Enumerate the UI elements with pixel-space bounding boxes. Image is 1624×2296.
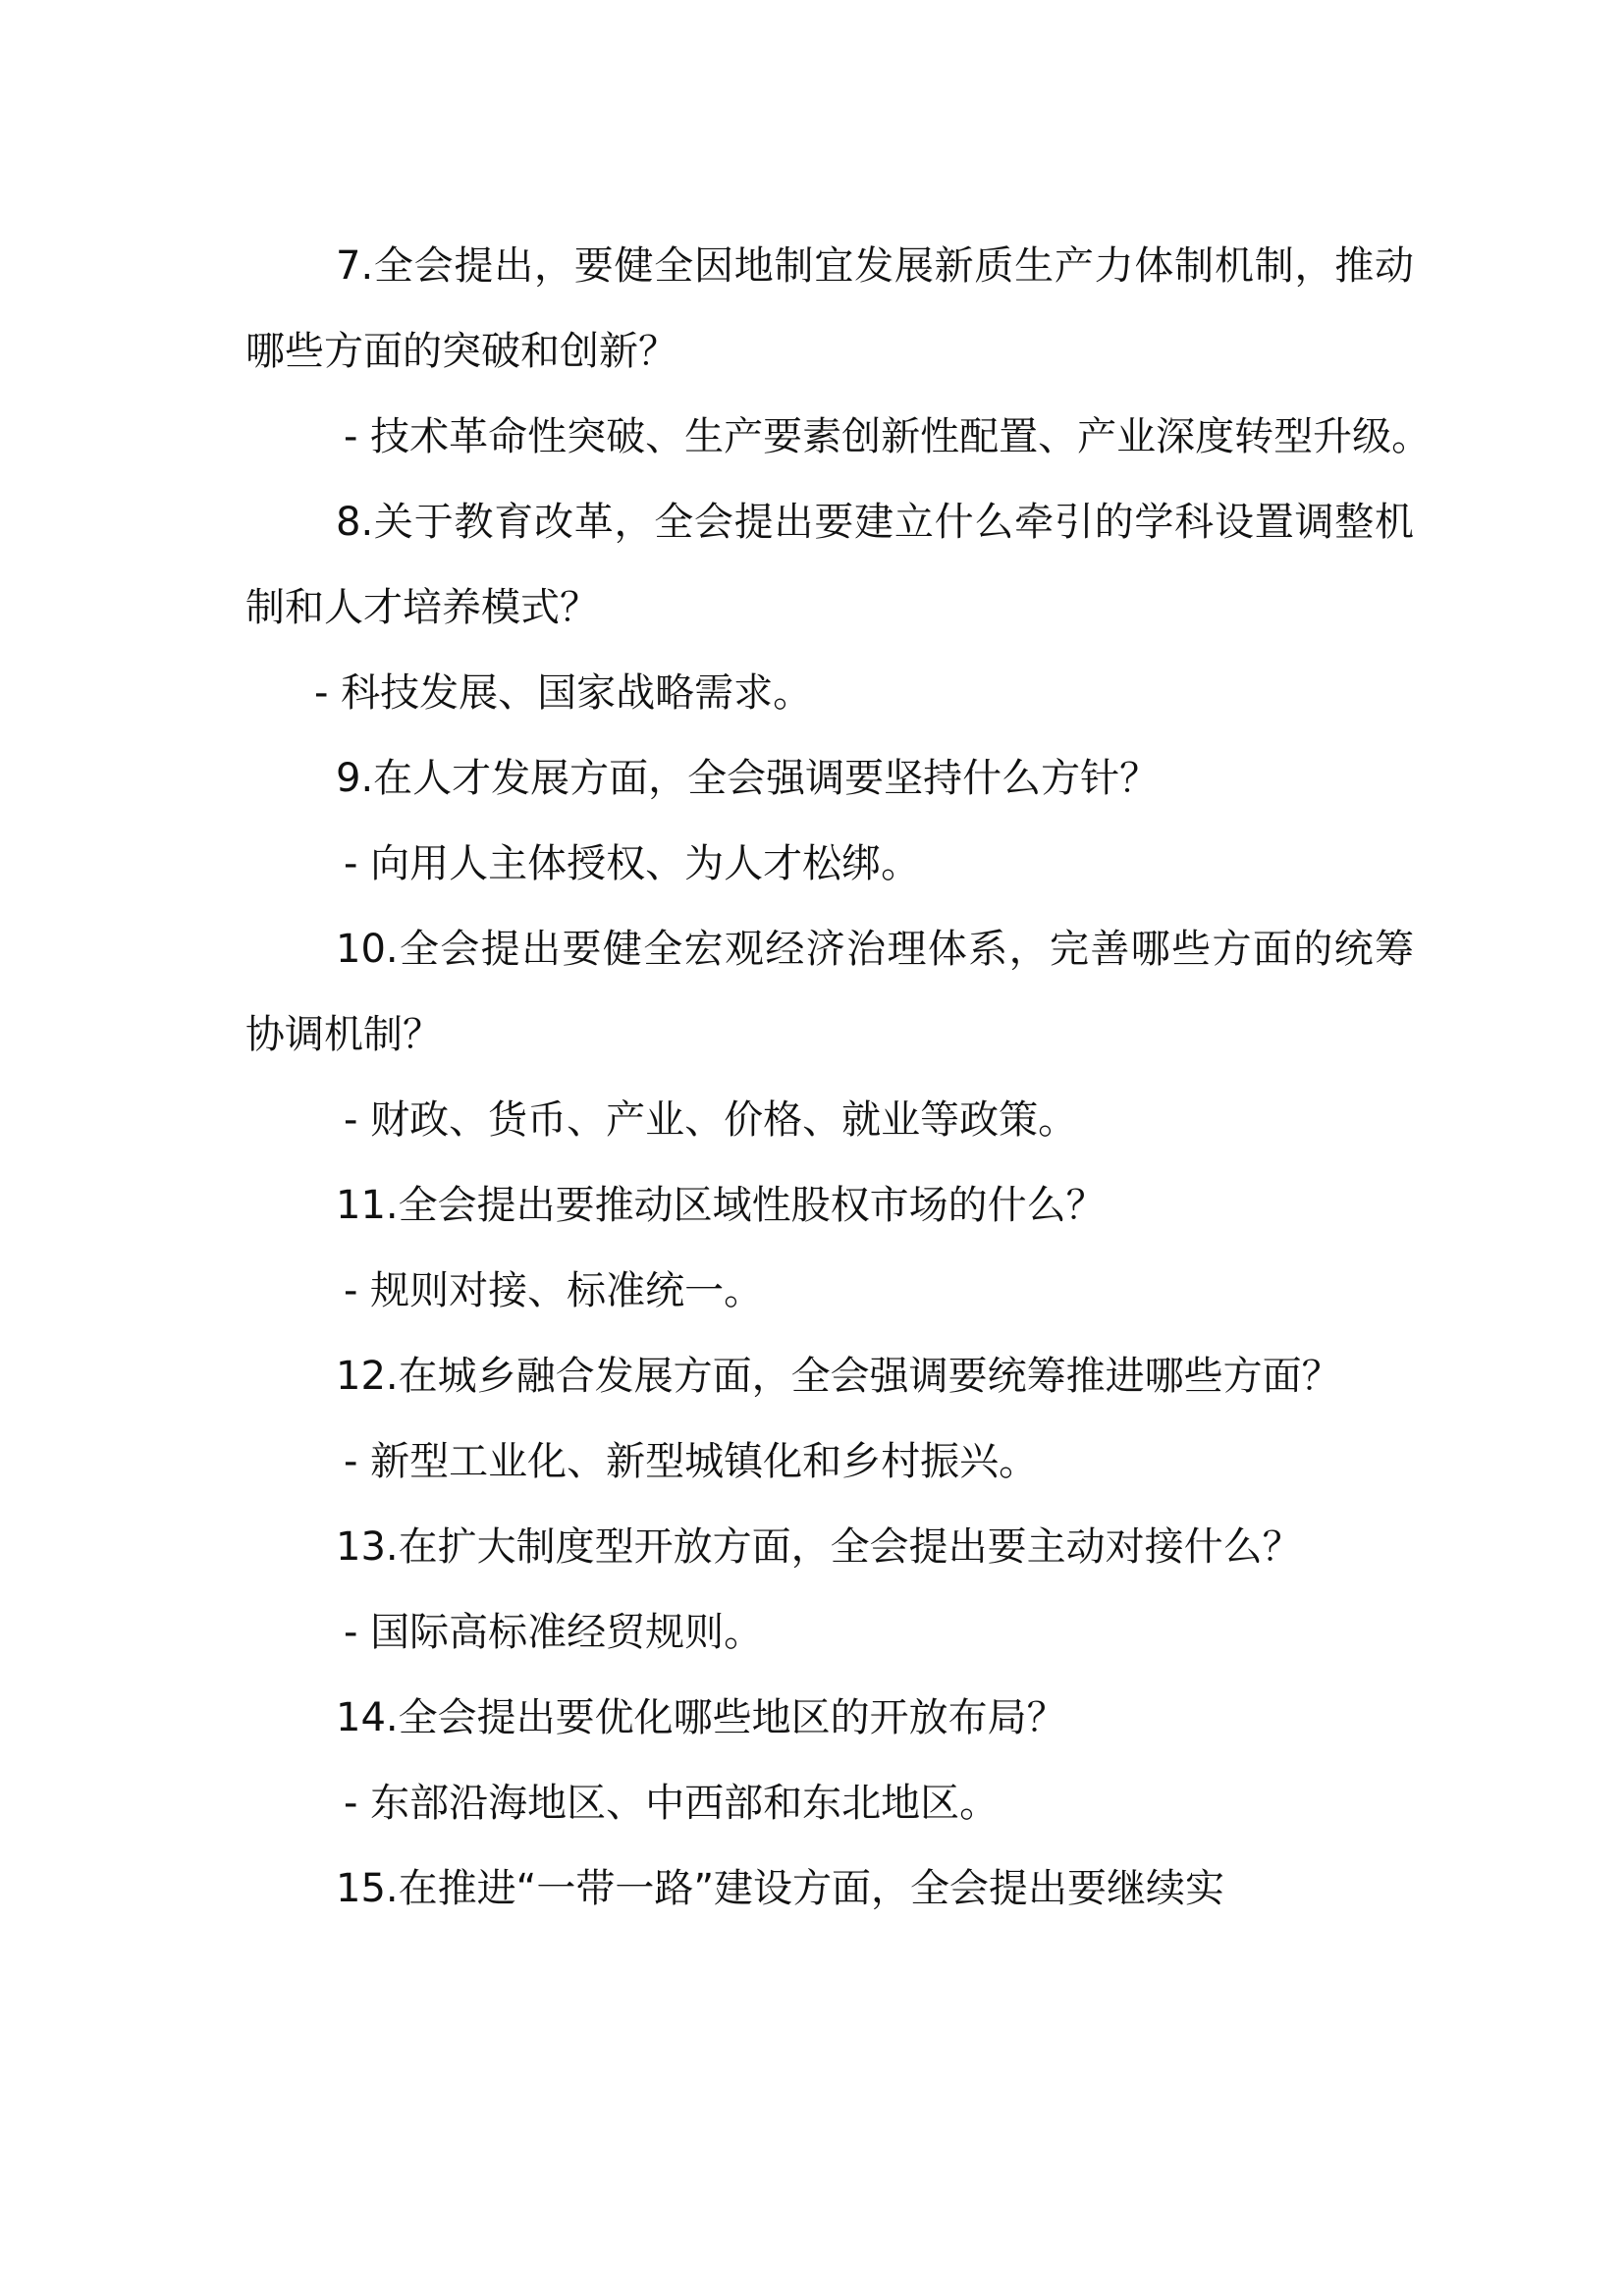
answer-11: - 规则对接、标准统一。 xyxy=(344,1268,764,1313)
question-15: 15.在推进“一带一路”建设方面，全会提出要继续实 xyxy=(336,1866,1225,1911)
question-10: 10.全会提出要健全宏观经济治理体系，完善哪些方面的统筹协调机制？ xyxy=(245,927,1414,1057)
answer-7: - 技术革命性突破、生产要素创新性配置、产业深度转型升级。 xyxy=(344,414,1432,459)
answer-8: - 科技发展、国家战略需求。 xyxy=(314,670,813,716)
answer-12: - 新型工业化、新型城镇化和乡村振兴。 xyxy=(344,1439,1039,1484)
question-13: 13.在扩大制度型开放方面，全会提出要主动对接什么？ xyxy=(336,1524,1302,1570)
question-8: 8.关于教育改革，全会提出要建立什么牵引的学科设置调整机制和人才培养模式？ xyxy=(245,500,1414,630)
answer-13: - 国际高标准经贸规则。 xyxy=(344,1610,764,1655)
question-9: 9.在人才发展方面，全会强调要坚持什么方针？ xyxy=(336,756,1160,801)
answer-14: - 东部沿海地区、中西部和东北地区。 xyxy=(344,1781,1000,1826)
answer-9: - 向用人主体授权、为人才松绑。 xyxy=(344,841,921,886)
question-14: 14.全会提出要优化哪些地区的开放布局？ xyxy=(336,1695,1066,1740)
question-11: 11.全会提出要推动区域性股权市场的什么？ xyxy=(336,1183,1106,1228)
qa-text-body xyxy=(245,224,1432,1932)
question-7: 7.全会提出，要健全因地制宜发展新质生产力体制机制，推动哪些方面的突破和创新？ xyxy=(245,243,1414,374)
question-12: 12.在城乡融合发展方面，全会强调要统筹推进哪些方面？ xyxy=(336,1354,1341,1399)
answer-10: - 财政、货币、产业、价格、就业等政策。 xyxy=(344,1097,1078,1143)
